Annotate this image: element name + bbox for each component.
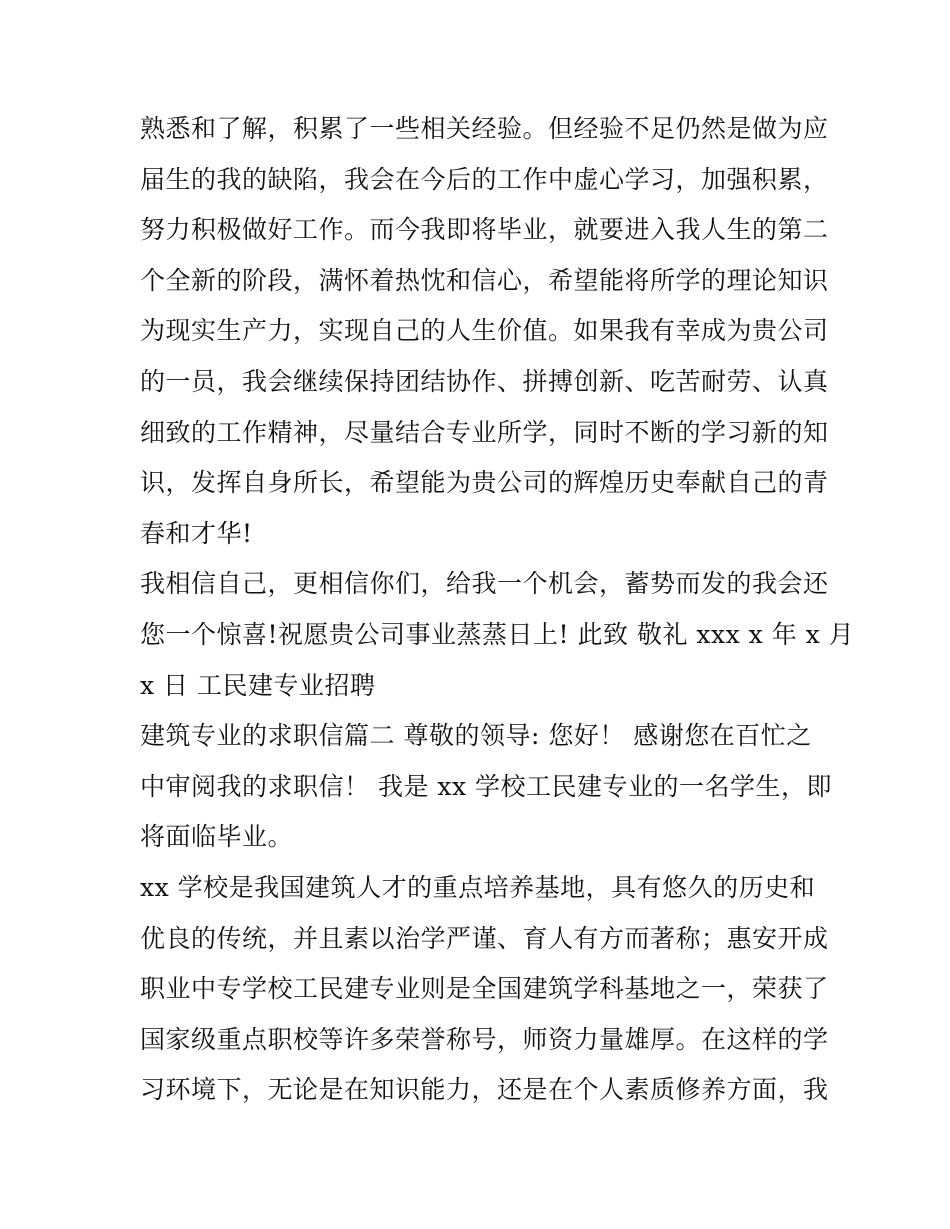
text-line-3: 努力积极做好工作。而今我即将毕业，就要进入我人生的第二 <box>140 215 829 244</box>
text-line-1: 熟悉和了解，积累了一些相关经验。但经验不足仍然是做为应 <box>140 114 829 143</box>
text-line-11: 您一个惊喜!祝愿贵公司事业蒸蒸日上! 此致 敬礼 xxx x 年 x 月 <box>140 620 855 649</box>
text-line-17: 优良的传统，并且素以治学严谨、育人有方而著称；惠安开成 <box>140 924 829 953</box>
text-line-6: 的一员，我会继续保持团结协作、拼搏创新、吃苦耐劳、认真 <box>140 367 829 396</box>
text-line-13: 建筑专业的求职信篇二 尊敬的领导: 您好！ 感谢您在百忙之 <box>140 721 812 750</box>
text-line-18: 职业中专学校工民建专业则是全国建筑学科基地之一，荣获了 <box>140 974 829 1003</box>
text-line-8: 识，发挥自身所长，希望能为贵公司的辉煌历史奉献自己的青 <box>140 468 829 497</box>
text-line-19: 国家级重点职校等许多荣誉称号，师资力量雄厚。在这样的学 <box>140 1025 829 1054</box>
text-line-5: 为现实生产力，实现自己的人生价值。如果我有幸成为贵公司 <box>140 316 829 345</box>
text-line-2: 届生的我的缺陷，我会在今后的工作中虚心学习，加强积累， <box>140 165 829 194</box>
text-line-20: 习环境下，无论是在知识能力，还是在个人素质修养方面，我 <box>140 1075 829 1104</box>
text-line-14: 中审阅我的求职信！ 我是 xx 学校工民建专业的一名学生，即 <box>140 772 833 801</box>
text-line-12: x 日 工民建专业招聘 <box>140 671 376 700</box>
text-line-9: 春和才华! <box>140 519 253 548</box>
text-line-10: 我相信自己，更相信你们，给我一个机会，蓄势而发的我会还 <box>140 569 829 598</box>
text-line-4: 个全新的阶段，满怀着热忱和信心，希望能将所学的理论知识 <box>140 266 829 295</box>
text-line-7: 细致的工作精神，尽量结合专业所学，同时不断的学习新的知 <box>140 418 829 447</box>
text-line-15: 将面临毕业。 <box>140 822 294 851</box>
text-line-16: xx 学校是我国建筑人才的重点培养基地，具有悠久的历史和 <box>140 873 816 902</box>
